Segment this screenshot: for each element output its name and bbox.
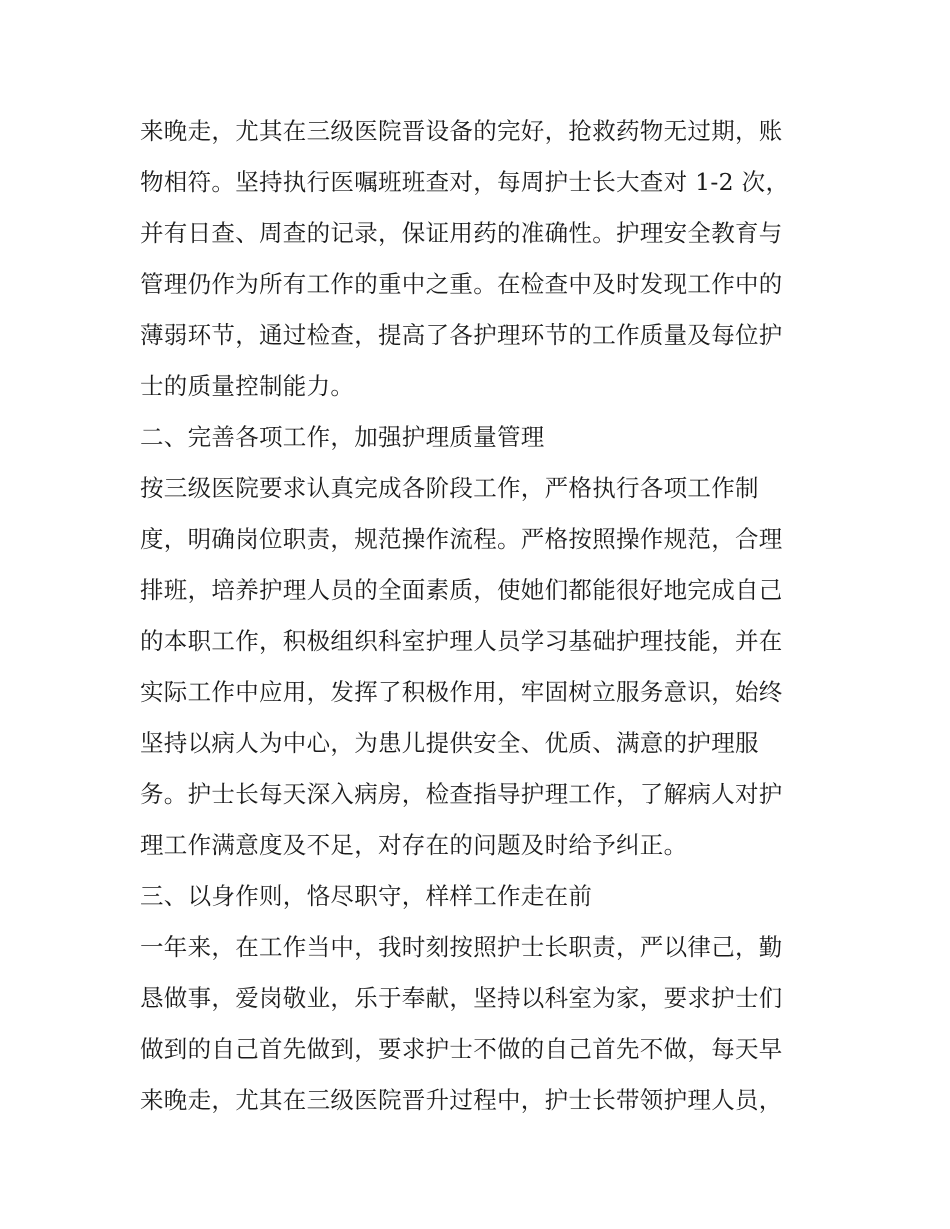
body-text-line: 理工作满意度及不足，对存在的问题及时给予纠正。 bbox=[140, 831, 688, 859]
body-text-line: 来晚走，尤其在三级医院晋升过程中，护士长带领护理人员， bbox=[140, 1086, 783, 1114]
body-text-line: 恳做事，爱岗敬业，乐于奉献，坚持以科室为家，要求护士们 bbox=[140, 984, 783, 1012]
body-text-line: 管理仍作为所有工作的重中之重。在检查中及时发现工作中的 bbox=[140, 270, 783, 298]
body-text-line: 实际工作中应用，发挥了积极作用，牢固树立服务意识，始终 bbox=[140, 678, 783, 706]
body-text-line: 来晚走，尤其在三级医院晋设备的完好，抢救药物无过期，账 bbox=[140, 117, 783, 145]
body-text-line: 排班，培养护理人员的全面素质，使她们都能很好地完成自己 bbox=[140, 576, 783, 604]
section-heading: 二、完善各项工作，加强护理质量管理 bbox=[140, 423, 545, 451]
section-heading: 三、以身作则，恪尽职守，样样工作走在前 bbox=[140, 882, 593, 910]
body-text-line: 务。护士长每天深入病房，检查指导护理工作，了解病人对护 bbox=[140, 780, 783, 808]
body-text-line: 并有日查、周查的记录，保证用药的准确性。护理安全教育与 bbox=[140, 219, 783, 247]
body-text-line: 薄弱环节，通过检查，提高了各护理环节的工作质量及每位护 bbox=[140, 321, 783, 349]
body-text-line: 按三级医院要求认真完成各阶段工作，严格执行各项工作制 bbox=[140, 474, 759, 502]
body-text-line: 的本职工作，积极组织科室护理人员学习基础护理技能，并在 bbox=[140, 627, 783, 655]
body-text-line: 做到的自己首先做到，要求护士不做的自己首先不做，每天早 bbox=[140, 1035, 783, 1063]
body-text-line: 物相符。坚持执行医嘱班班查对，每周护士长大查对 1-2 次， bbox=[140, 168, 790, 196]
body-text-line: 度，明确岗位职责，规范操作流程。严格按照操作规范，合理 bbox=[140, 525, 783, 553]
body-text-line: 坚持以病人为中心，为患儿提供安全、优质、满意的护理服 bbox=[140, 729, 759, 757]
document-body bbox=[140, 106, 820, 1126]
body-text-line: 士的质量控制能力。 bbox=[140, 372, 355, 400]
body-text-line: 一年来，在工作当中，我时刻按照护士长职责，严以律己，勤 bbox=[140, 933, 783, 961]
